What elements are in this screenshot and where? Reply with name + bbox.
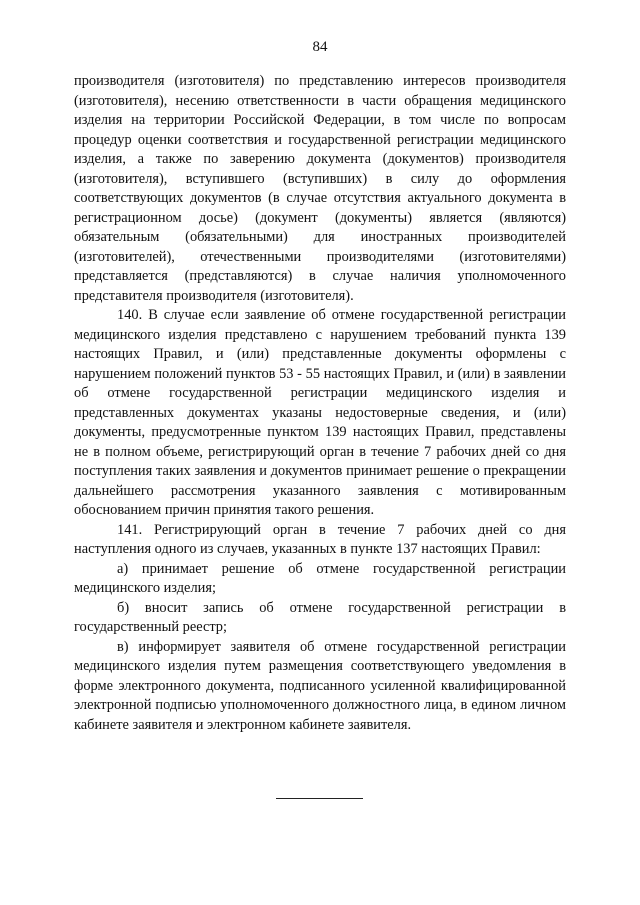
paragraph-item-141-a: а) принимает решение об отмене государственной регистрации медицинского изделия;	[74, 560, 566, 596]
paragraph-item-140: 140. В случае если заявление об отмене государственной регистрации медицинского изделия представлено с нарушением требований пункта 139 настоящих Правил, и (или) представленные документы оформлены с нарушением положений пунктов 53 - 55 настоящих Правил, и (или) в заявлении об отмене государственной регистрации медицинского изделия и представленных документах указаны недостоверные сведения, и (или) документы, предусмотренные пунктом 139 настоящих Правил, представлены не в полном объеме, регистрирующий орган в течение 7 рабочих дней со дня поступления таких заявления и документов принимает решение о прекращении дальнейшего рассмотрения указанного заявления с мотивированным обоснованием причин принятия такого решения.	[74, 307, 566, 518]
document-body	[74, 72, 566, 735]
paragraph-continuation: производителя (изготовителя) по представлению интересов производителя (изготовителя), несению ответственности в части обращения медицинского изделия на территории Российской Федерации, в том числе по вопросам процедур оценки соответствия и государственной регистрации медицинского изделия, а также по заверению документа (документов) производителя (изготовителя), вступившего (вступивших) в силу до оформления соответствующих документов (в случае отсутствия актуального документа в регистрационном досье) (документ (документы) является (являются) обязательным (обязательными) для иностранных производителей (изготовителей), отечественными производителями (изготовителями) представляется (представляются) в случае наличия уполномоченного представителя производителя (изготовителя).	[74, 73, 566, 304]
paragraph-item-141-b: б) вносит запись об отмене государственной регистрации в государственный реестр;	[74, 599, 566, 635]
page-number: 84	[312, 39, 328, 55]
paragraph-item-141-v: в) информирует заявителя об отмене государственной регистрации медицинского изделия путем размещения соответствующего уведомления в форме электронного документа, подписанного усиленной квалифицированной электронной подписью уполномоченного должностного лица, в едином личном кабинете заявителя и электронном кабинете заявителя.	[74, 638, 566, 733]
paragraph-item-141: 141. Регистрирующий орган в течение 7 рабочих дней со дня наступления одного из случаев, указанных в пункте 137 настоящих Правил:	[74, 521, 566, 557]
footer-rule	[276, 798, 363, 799]
